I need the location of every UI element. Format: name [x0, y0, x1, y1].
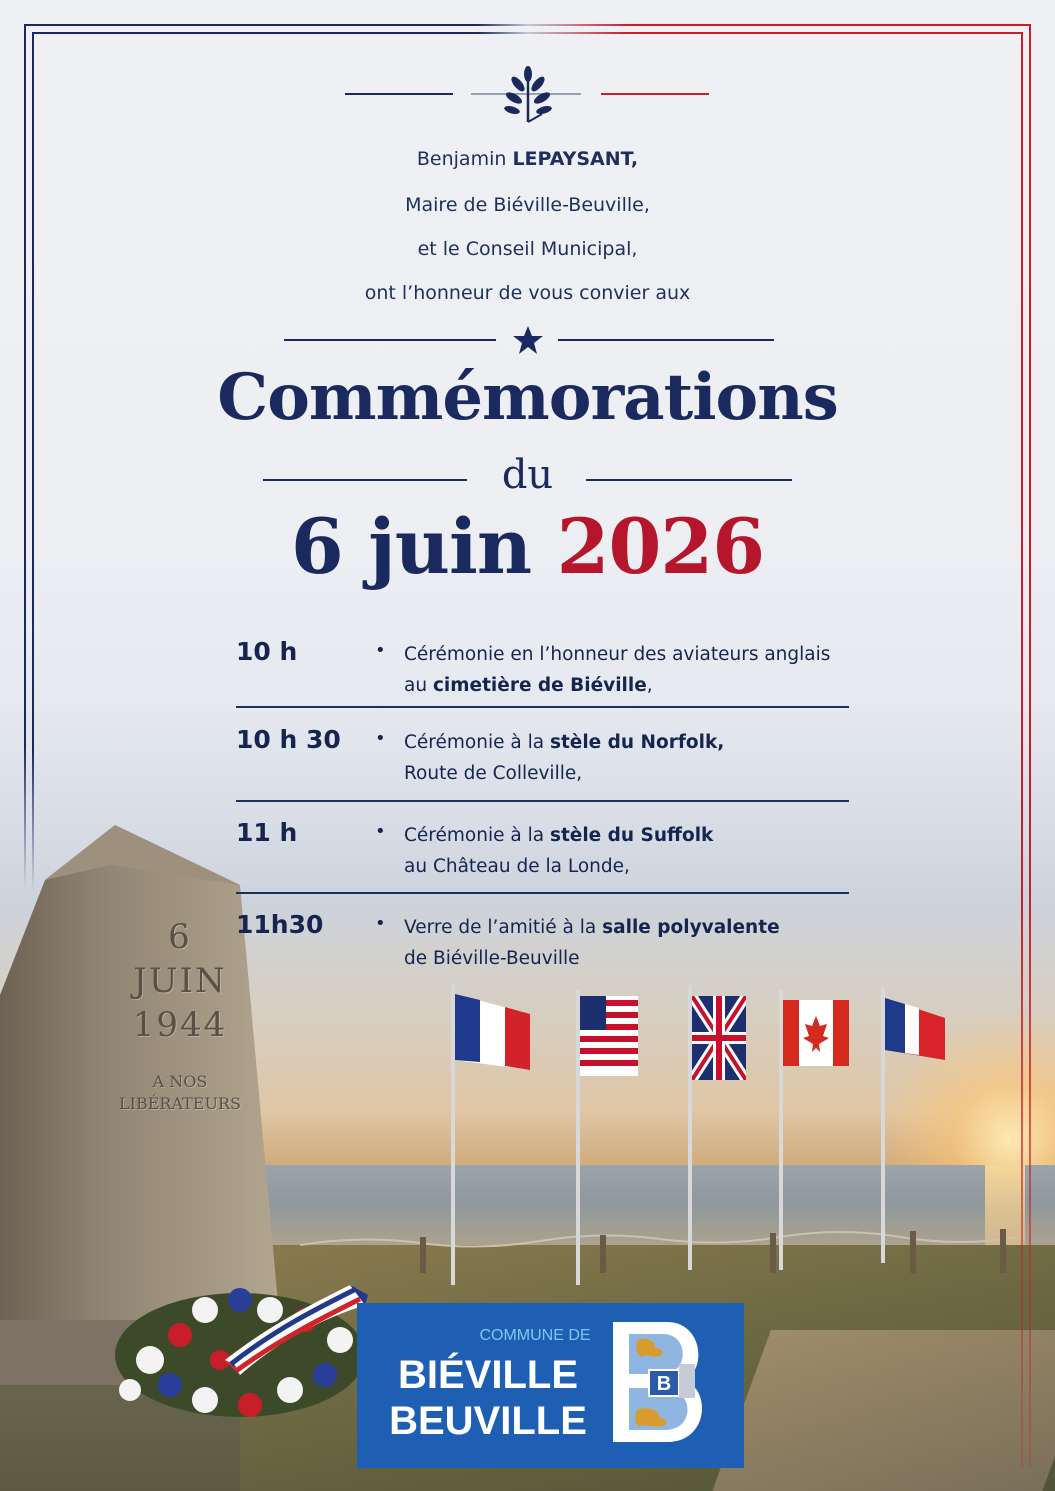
title-day-month: 6 juin [290, 502, 532, 591]
bullet: • [375, 821, 386, 842]
schedule-description [404, 639, 864, 701]
normandy-flag [885, 998, 945, 1060]
invitation-line-3: et le Conseil Municipal, [417, 238, 638, 260]
star-rule-right [558, 339, 774, 341]
schedule-row [236, 818, 856, 880]
stele-dedication-1: A NOS [152, 1072, 208, 1091]
schedule-text: Cérémonie à la [404, 732, 550, 753]
bullet: • [375, 640, 386, 661]
schedule-time: 11 h [236, 818, 298, 847]
invitation-line-2: Maire de Biéville-Beuville, [405, 194, 650, 216]
invitation-line-1 [0, 148, 1055, 170]
olive-branch-icon [498, 66, 558, 124]
bullet: • [375, 728, 386, 749]
schedule-description [404, 727, 864, 789]
ornament-rule-right [601, 93, 709, 95]
mayor-last-name: LEPAYSANT, [512, 148, 639, 170]
schedule-text: Cérémonie en l’honneur des aviateurs anglais [404, 644, 831, 665]
canada-flag [783, 1000, 849, 1066]
frame-top [24, 24, 1031, 26]
schedule-place: stèle du Norfolk, [549, 732, 725, 753]
schedule-place: salle polyvalente [602, 917, 780, 938]
schedule-row [236, 910, 856, 972]
title-du: du [501, 452, 554, 498]
star-icon [512, 324, 544, 356]
schedule-text: au Château de la Londe, [404, 856, 630, 877]
schedule-place: stèle du Suffolk [549, 825, 714, 846]
coat-of-arms-b-icon [607, 1318, 717, 1446]
schedule-text: Cérémonie à la [404, 825, 550, 846]
logo-name-bieville: BIÉVILLE [397, 1353, 579, 1397]
ornament-rule-left [345, 93, 453, 95]
title-date [0, 502, 1055, 591]
schedule-divider [236, 800, 849, 802]
schedule-place: cimetière de Biéville [432, 675, 647, 696]
france-flag [455, 992, 530, 1070]
schedule-text: au [404, 675, 433, 696]
schedule-description [404, 820, 864, 882]
frame-top-inner [32, 32, 1023, 34]
schedule-text: Verre de l’amitié à la [404, 917, 603, 938]
schedule-row [236, 725, 856, 787]
schedule-text: de Biéville-Beuville [404, 948, 580, 969]
stele-year: 1944 [132, 1005, 228, 1045]
uk-flag [692, 996, 746, 1080]
stele-dedication-2: LIBÉRATEURS [119, 1094, 241, 1113]
schedule-divider [236, 706, 849, 708]
mayor-first-name: Benjamin [416, 148, 513, 170]
bullet: • [375, 913, 386, 934]
schedule-description [404, 912, 864, 974]
stele-month: JUIN [133, 961, 227, 1001]
beach-path [709, 1330, 1055, 1491]
logo-name-beuville: BEUVILLE [389, 1399, 587, 1443]
invitation-line-4: ont l’honneur de vous convier aux [364, 282, 691, 304]
svg-text:B: B [656, 1373, 672, 1395]
star-rule-left [284, 339, 496, 341]
title-year: 2026 [556, 502, 765, 591]
logo-commune-de: COMMUNE DE [479, 1327, 591, 1344]
stele-day: 6 [168, 917, 192, 957]
schedule-time: 10 h [236, 637, 298, 666]
schedule-text: , [646, 675, 653, 696]
schedule-time: 11h30 [236, 910, 324, 939]
schedule-text: Route de Colleville, [404, 763, 583, 784]
title-commemorations: Commémorations [217, 360, 838, 435]
usa-flag [580, 996, 638, 1076]
schedule-row [236, 637, 856, 699]
schedule-time: 10 h 30 [236, 725, 341, 754]
rope-fence [300, 1215, 1020, 1275]
schedule-divider [236, 892, 849, 894]
